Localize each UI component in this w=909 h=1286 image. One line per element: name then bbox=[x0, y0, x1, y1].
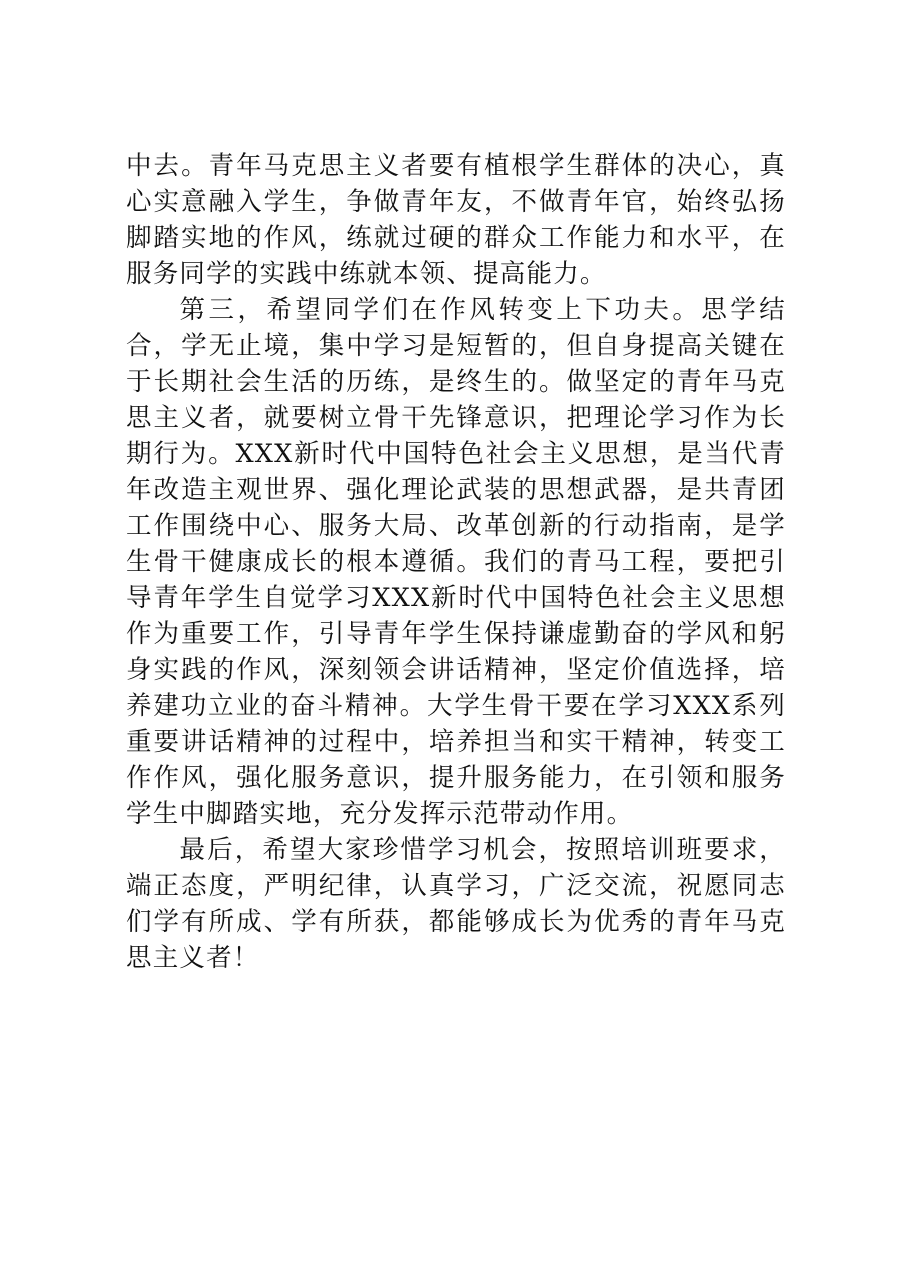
paragraph-2: 第三，希望同学们在作风转变上下功夫。思学结合，学无止境，集中学习是短暂的，但自身提高关键在于长期社会生活的历练，是终生的。做坚定的青年马克思主义者，就要树立骨干先锋意识，把理论学习作为长期行为。XXX新时代中国特色社会主义思想，是当代青年改造主观世界、强化理论武装的思想武器，是共青团工作围绕中心、服务大局、改革创新的行动指南，是学生骨干健康成长的根本遵循。我们的青马工程，要把引导青年学生自觉学习XXX新时代中国特色社会主义思想作为重要工作，引导青年学生保持谦虚勤奋的学风和躬身实践的作风，深刻领会讲话精神，坚定价值选择，培养建功立业的奋斗精神。大学生骨干要在学习XXX系列重要讲话精神的过程中，培养担当和实干精神，转变工作作风，强化服务意识，提升服务能力，在引领和服务学生中脚踏实地，充分发挥示范带动作用。 bbox=[126, 295, 786, 829]
paragraph-1: 中去。青年马克思主义者要有植根学生群体的决心，真心实意融入学生，争做青年友，不做青年官，始终弘扬脚踏实地的作风，练就过硬的群众工作能力和水平，在服务同学的实践中练就本领、提高能力。 bbox=[126, 151, 786, 289]
paragraph-3: 最后，希望大家珍惜学习机会，按照培训班要求，端正态度，严明纪律，认真学习，广泛交流，祝愿同志们学有所成、学有所获，都能够成长为优秀的青年马克思主义者！ bbox=[126, 835, 786, 973]
document-body bbox=[126, 148, 786, 976]
